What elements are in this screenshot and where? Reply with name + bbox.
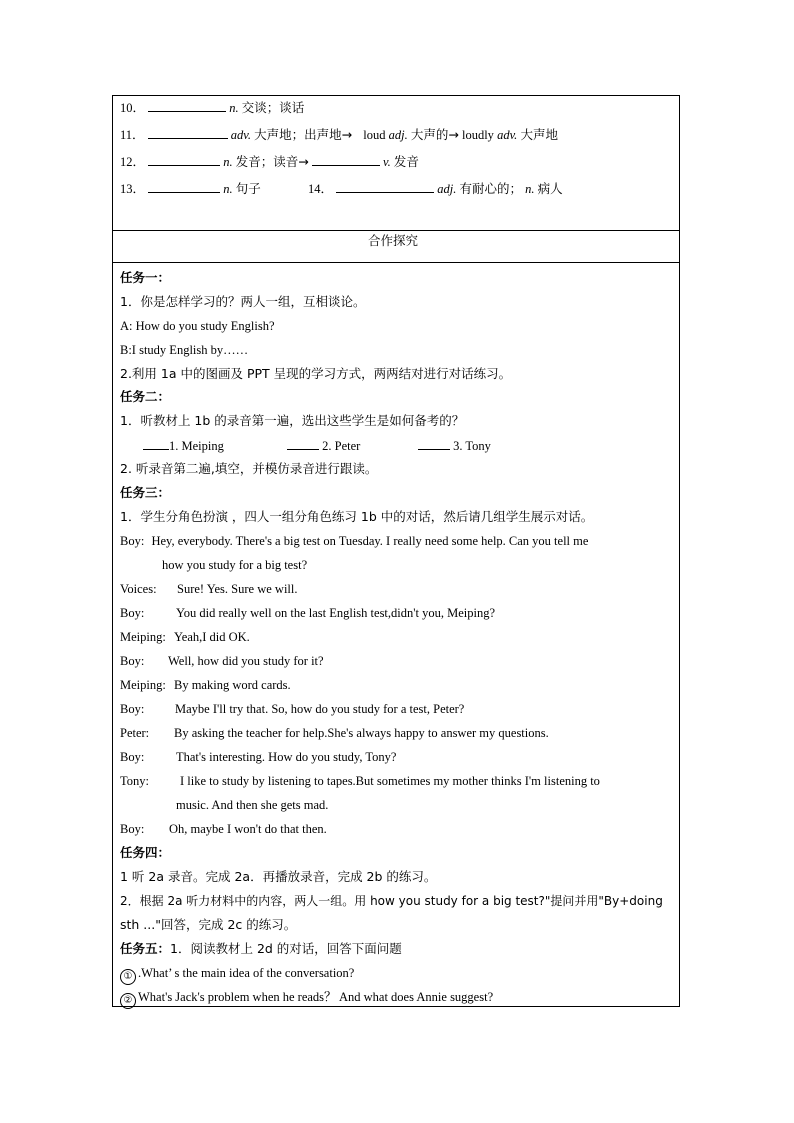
utterance: Hey, everybody. There's a big test on Tuesday. I really need some help. Can you tell me — [151, 534, 589, 548]
speaker: Boy: — [120, 822, 145, 836]
item-number: 11． — [120, 128, 145, 142]
dialog-line-b: B:I study English by…… — [120, 343, 249, 357]
answer-blank[interactable] — [143, 437, 169, 450]
item-number: 10． — [120, 101, 146, 115]
speaker: Boy: — [120, 654, 145, 668]
part-of-speech: adj. — [388, 128, 408, 142]
circled-number: ① — [120, 969, 136, 985]
speaker: Meiping: — [120, 678, 166, 692]
item-number: 13． — [120, 182, 146, 196]
vocab-item-13 — [120, 180, 261, 197]
task4-question-2: 2．根据 2a 听力材料中的内容，两人一组。用 how you study for a big test?"提问并用"By+doing — [120, 894, 663, 908]
circled-number: ② — [120, 993, 136, 1009]
meaning: 发音；读音→ — [235, 154, 309, 169]
task4-question-1: 1 听 2a 录音。完成 2a．再播放录音，完成 2b 的练习。 — [120, 869, 437, 884]
speaker: Tony: — [120, 774, 149, 788]
utterance: Yeah,I did OK. — [174, 630, 250, 644]
speaker: Peter: — [120, 726, 150, 740]
meaning: 大声地 — [520, 127, 558, 142]
task3-question-1: 1．学生分角色扮演 ，四人一组分角色练习 1b 中的对话，然后请几组学生展示对话。 — [120, 509, 594, 524]
utterance: By making word cards. — [174, 678, 291, 692]
item-number: 12． — [120, 155, 146, 169]
task5-question-1: 1．阅读教材上 2d 的对话，回答下面问题 — [170, 941, 402, 956]
utterance: I like to study by listening to tapes.But sometimes my mother thinks I'm listening to — [180, 774, 600, 788]
task4-question-2-cont: sth ..."回答，完成 2c 的练习。 — [120, 917, 297, 932]
answer-blank[interactable] — [148, 153, 220, 166]
answer-blank[interactable] — [287, 437, 319, 450]
student-name: 1. Meiping — [169, 439, 224, 453]
utterance: You did really well on the last English test,didn't you, Meiping? — [176, 606, 496, 620]
word: loudly — [461, 128, 494, 142]
task2-item-3 — [418, 437, 491, 454]
vocab-item-14 — [308, 180, 563, 197]
task4-heading: 任务四： — [120, 845, 171, 860]
question-text: What's Jack's problem when he reads？ And what does Annie suggest? — [138, 990, 494, 1004]
task2-heading: 任务二： — [120, 389, 171, 404]
task2-question-1: 1．听教材上 1b 的录音第一遍，选出这些学生是如何备考的？ — [120, 413, 465, 428]
answer-blank[interactable] — [148, 180, 220, 193]
meaning: 病人 — [537, 181, 563, 196]
student-name: 2. Peter — [322, 439, 361, 453]
task5-heading: 任务五： — [120, 941, 171, 956]
task1-question-2: 2.利用 1a 中的图画及 PPT 呈现的学习方式，两两结对进行对话练习。 — [120, 366, 512, 381]
meaning: 发音 — [393, 154, 419, 169]
answer-blank[interactable] — [336, 180, 434, 193]
answer-blank[interactable] — [148, 99, 226, 112]
section-title: 合作探究 — [368, 233, 419, 248]
utterance: Well, how did you study for it? — [168, 654, 324, 668]
word: loud — [363, 128, 386, 142]
meaning: 交谈；谈话 — [241, 100, 305, 115]
utterance: Maybe I'll try that. So, how do you study for a test, Peter? — [175, 702, 465, 716]
part-of-speech: n. — [223, 182, 233, 196]
utterance: By asking the teacher for help.She's always happy to answer my questions. — [174, 726, 549, 740]
utterance: Sure! Yes. Sure we will. — [177, 582, 298, 596]
answer-blank[interactable] — [418, 437, 450, 450]
item-number: 14． — [308, 182, 334, 196]
question-text: .What’ s the main idea of the conversation? — [138, 966, 355, 980]
utterance: Oh, maybe I won't do that then. — [169, 822, 327, 836]
task5-subquestion-1 — [120, 965, 354, 985]
row-divider — [113, 262, 679, 263]
speaker: Boy: — [120, 702, 145, 716]
task5-subquestion-2 — [120, 989, 493, 1009]
speaker: Boy: — [120, 606, 145, 620]
part-of-speech: n. — [525, 182, 535, 196]
meaning: 大声的→ — [410, 127, 459, 142]
speaker: Meiping: — [120, 630, 166, 644]
vocab-item-12 — [120, 153, 419, 170]
meaning: 大声地；出声地→ — [254, 127, 353, 142]
utterance: That's interesting. How do you study, Tony? — [176, 750, 397, 764]
answer-blank[interactable] — [148, 126, 228, 139]
utterance: music. And then she gets mad. — [176, 798, 329, 812]
task2-item-2 — [287, 437, 360, 454]
part-of-speech: adj. — [437, 182, 457, 196]
part-of-speech: adv. — [497, 128, 518, 142]
speaker: Voices: — [120, 582, 157, 596]
dialog-line-a: A: How do you study English? — [120, 319, 275, 333]
answer-blank[interactable] — [312, 153, 380, 166]
speaker: Boy: — [120, 534, 145, 548]
row-divider — [113, 230, 679, 231]
task2-item-1 — [143, 437, 224, 454]
task1-question-1: 1．你是怎样学习的？两人一组，互相谈论。 — [120, 294, 366, 309]
meaning: 有耐心的； — [459, 181, 523, 196]
part-of-speech: n. — [229, 101, 239, 115]
part-of-speech: v. — [383, 155, 391, 169]
vocab-item-10 — [120, 99, 304, 116]
part-of-speech: n. — [223, 155, 233, 169]
part-of-speech: adv. — [230, 128, 252, 142]
meaning: 句子 — [235, 181, 261, 196]
speaker: Boy: — [120, 750, 145, 764]
task2-question-2: 2. 听录音第二遍,填空，并模仿录音进行跟读。 — [120, 461, 378, 476]
task1-heading: 任务一： — [120, 270, 171, 285]
dialog-line — [120, 533, 588, 549]
task5-line — [120, 941, 402, 957]
student-name: 3. Tony — [453, 439, 491, 453]
vocab-item-11 — [120, 126, 558, 143]
task3-heading: 任务三： — [120, 485, 171, 500]
dialog-line: how you study for a big test? — [162, 558, 308, 572]
